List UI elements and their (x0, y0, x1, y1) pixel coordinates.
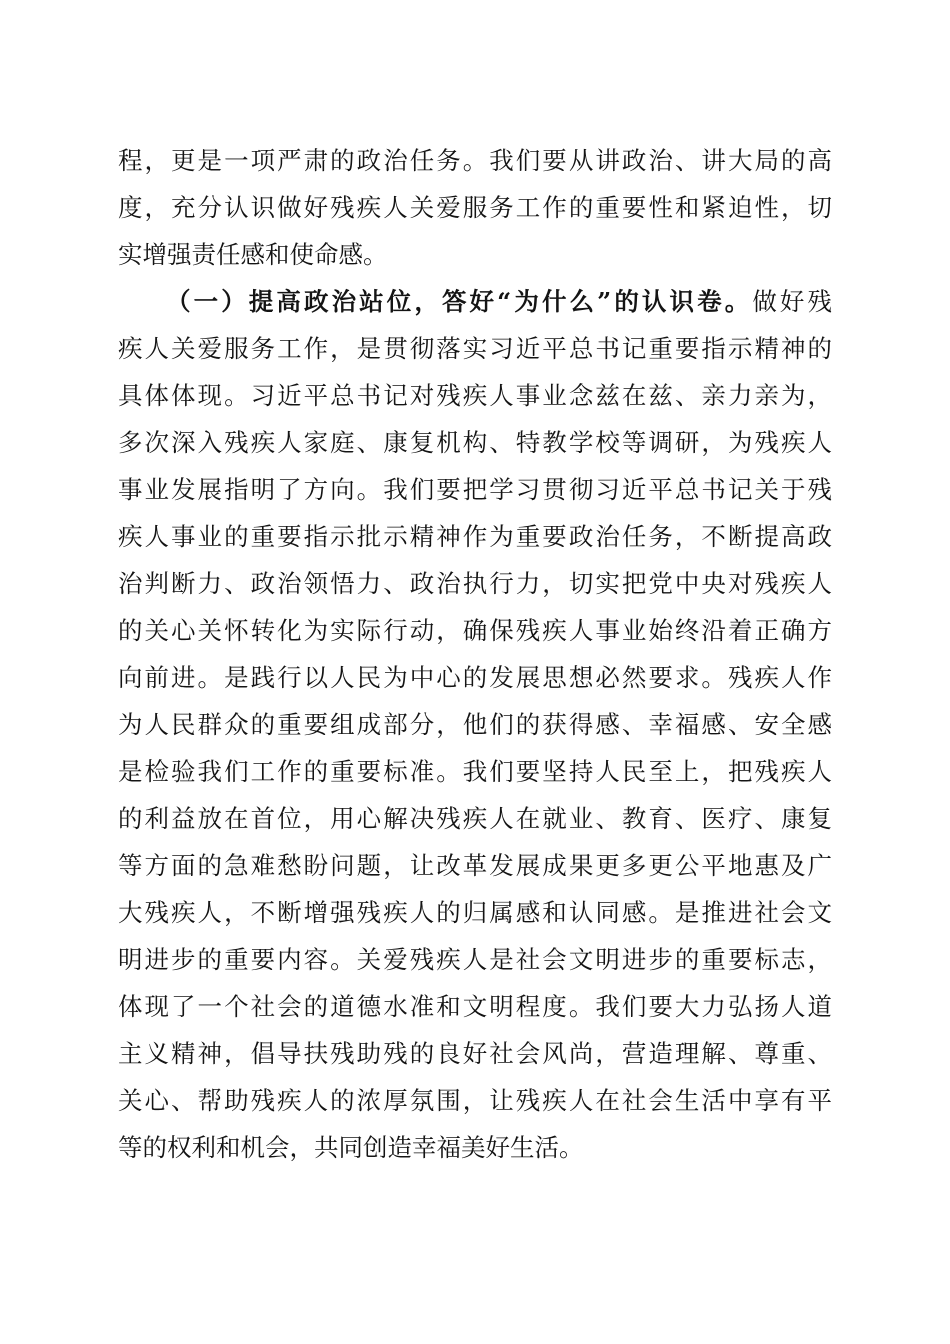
text-line: 的关心关怀转化为实际行动，确保残疾人事业始终沿着正确方 (118, 616, 832, 645)
text-line: 等方面的急难愁盼问题，让改革发展成果更多更公平地惠及广 (118, 851, 832, 880)
text-span: 做好残 (752, 287, 833, 316)
section-heading-line (166, 282, 832, 322)
text-line: 程，更是一项严肃的政治任务。我们要从讲政治、讲大局的高 (118, 146, 832, 175)
text-line: 多次深入残疾人家庭、康复机构、特教学校等调研，为残疾人 (118, 428, 832, 457)
text-line: 体现了一个社会的道德水准和文明程度。我们要大力弘扬人道 (118, 992, 832, 1021)
text-line: 向前进。是践行以人民为中心的发展思想必然要求。残疾人作 (118, 663, 832, 692)
section-heading: （一）提高政治站位，答好“为什么”的认识卷。 (166, 287, 753, 316)
text-line: 为人民群众的重要组成部分，他们的获得感、幸福感、安全感 (118, 710, 832, 739)
text-line: 实增强责任感和使命感。 (118, 240, 388, 269)
text-line: 的利益放在首位，用心解决残疾人在就业、教育、医疗、康复 (118, 804, 832, 833)
text-line: 度，充分认识做好残疾人关爱服务工作的重要性和紧迫性，切 (118, 193, 832, 222)
text-line: 治判断力、政治领悟力、政治执行力，切实把党中央对残疾人 (118, 569, 832, 598)
text-line: 等的权利和机会，共同创造幸福美好生活。 (118, 1133, 584, 1162)
text-line: 明进步的重要内容。关爱残疾人是社会文明进步的重要标志， (118, 945, 832, 974)
text-line: 疾人关爱服务工作，是贯彻落实习近平总书记重要指示精神的 (118, 334, 832, 363)
text-line: 关心、帮助残疾人的浓厚氛围，让残疾人在社会生活中享有平 (118, 1086, 832, 1115)
text-line: 主义精神，倡导扶残助残的良好社会风尚，营造理解、尊重、 (118, 1039, 832, 1068)
text-line: 是检验我们工作的重要标准。我们要坚持人民至上，把残疾人 (118, 757, 832, 786)
text-line: 事业发展指明了方向。我们要把学习贯彻习近平总书记关于残 (118, 475, 832, 504)
text-line: 疾人事业的重要指示批示精神作为重要政治任务，不断提高政 (118, 522, 832, 551)
text-line: 大残疾人，不断增强残疾人的归属感和认同感。是推进社会文 (118, 898, 832, 927)
text-line: 具体体现。习近平总书记对残疾人事业念兹在兹、亲力亲为， (118, 381, 832, 410)
